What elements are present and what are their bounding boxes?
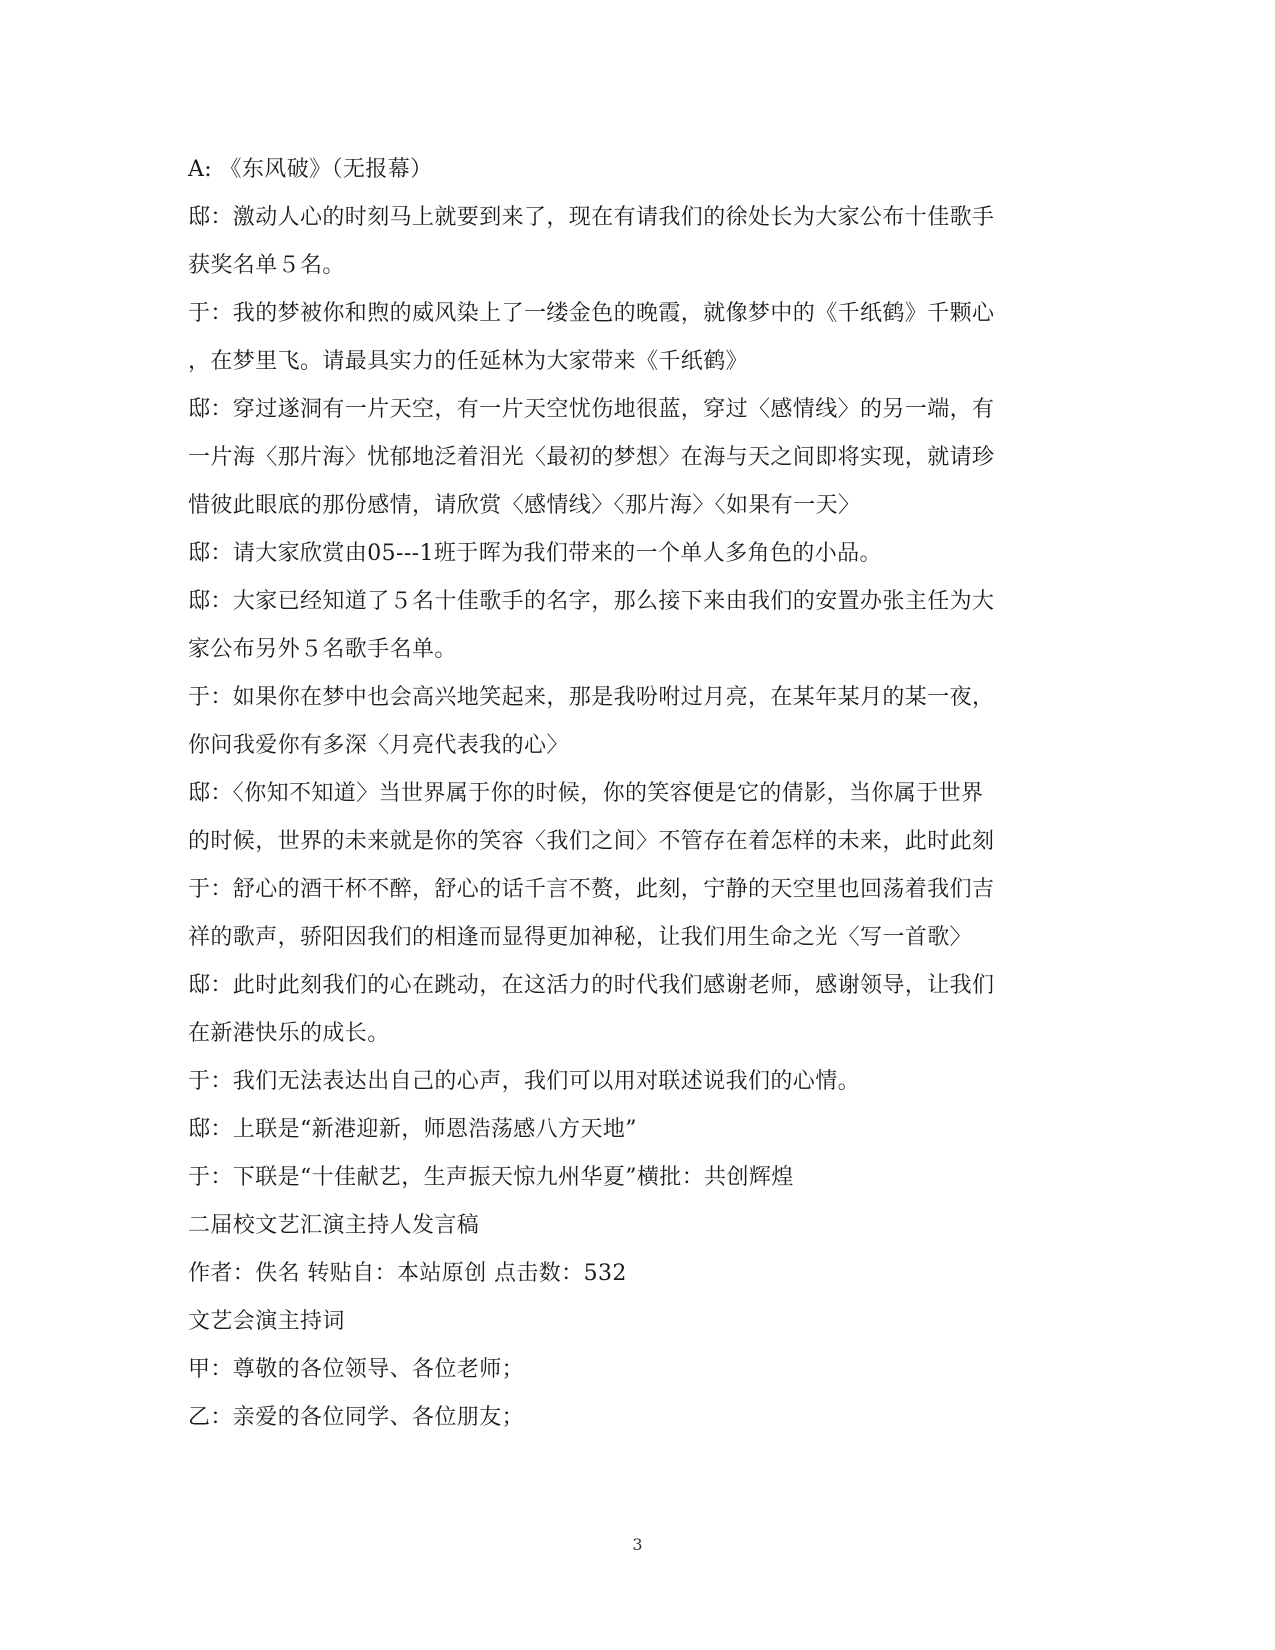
text-line: 邸：上联是“新港迎新，师恩浩荡感八方天地” [188,1117,637,1142]
text-line: 乙：亲爱的各位同学、各位朋友； [188,1405,525,1430]
text-line: 于：我的梦被你和煦的威风染上了一缕金色的晚霞，就像梦中的《千纸鹤》千颗心 [188,301,995,326]
text-line: 邸：〈你知不知道〉当世界属于你的时候，你的笑容便是它的倩影，当你属于世界 [188,781,984,806]
text-line: 一片海〈那片海〉忧郁地泛着泪光〈最初的梦想〉在海与天之间即将实现，就请珍 [188,445,995,470]
text-line: 邸：激动人心的时刻马上就要到来了，现在有请我们的徐处长为大家公布十佳歌手 [188,205,995,230]
document-body [188,158,1088,1454]
text-line: 的时候，世界的未来就是你的笑容〈我们之间〉不管存在着怎样的未来，此时此刻 [188,829,995,854]
page-number: 3 [632,1535,643,1554]
section-title: 二届校文艺汇演主持人发言稿 [188,1213,480,1238]
text-line: 在新港快乐的成长。 [188,1021,390,1046]
text-line: 于：如果你在梦中也会高兴地笑起来，那是我吩咐过月亮，在某年某月的某一夜， [188,685,995,710]
text-line: 你问我爱你有多深〈月亮代表我的心〉 [188,733,569,758]
text-line: 于：我们无法表达出自己的心声，我们可以用对联述说我们的心情。 [188,1069,861,1094]
text-line: 获奖名单５名。 [188,253,345,278]
text-line: 甲：尊敬的各位领导、各位老师； [188,1357,525,1382]
byline: 作者：佚名 转贴自：本站原创 点击数：532 [188,1261,627,1286]
text-line: ，在梦里飞。请最具实力的任延林为大家带来《千纸鹤》 [188,349,749,374]
text-line: 惜彼此眼底的那份感情，请欣赏〈感情线〉〈那片海〉〈如果有一天〉 [188,493,861,518]
text-line: 邸：请大家欣赏由05---1班于晖为我们带来的一个单人多角色的小品。 [188,541,882,566]
text-line: 邸：此时此刻我们的心在跳动，在这活力的时代我们感谢老师，感谢领导，让我们 [188,973,995,998]
text-line: 邸：穿过遂洞有一片天空，有一片天空忧伤地很蓝，穿过〈感情线〉的另一端，有 [188,397,995,422]
text-line: 于：舒心的酒干杯不醉，舒心的话千言不赘，此刻，宁静的天空里也回荡着我们吉 [188,877,995,902]
text-line: A: 《东风破》（无报幕） [188,157,433,182]
text-line: 于：下联是“十佳献艺，生声振天惊九州华夏”横批：共创辉煌 [188,1165,794,1190]
text-line: 祥的歌声，骄阳因我们的相逢而显得更加神秘，让我们用生命之光〈写一首歌〉 [188,925,973,950]
text-line: 邸：大家已经知道了５名十佳歌手的名字，那么接下来由我们的安置办张主任为大 [188,589,995,614]
section-title: 文艺会演主持词 [188,1309,345,1334]
text-line: 家公布另外５名歌手名单。 [188,637,457,662]
